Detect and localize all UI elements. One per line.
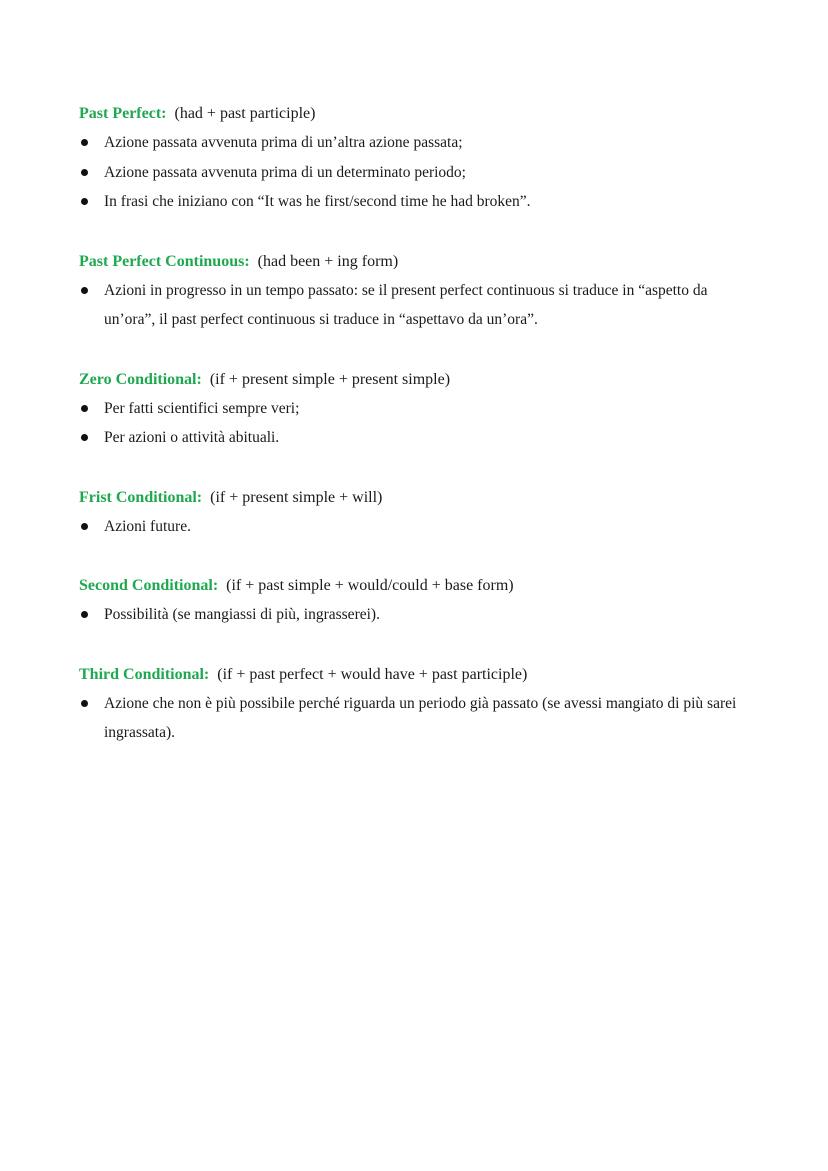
list-item xyxy=(79,276,759,335)
bullet-icon xyxy=(81,523,88,530)
section-heading xyxy=(79,365,759,394)
grammar-term: Zero Conditional: xyxy=(79,370,202,388)
section-heading xyxy=(79,571,759,600)
section-zero-conditional xyxy=(79,365,759,453)
list-item xyxy=(79,512,759,542)
section-heading xyxy=(79,483,759,512)
list-item xyxy=(79,600,759,630)
list-item-text: Azione che non è più possibile perché riguarda un periodo già passato (se avessi mangiato di più sarei ingrassata). xyxy=(104,694,737,741)
grammar-term: Past Perfect: xyxy=(79,105,167,122)
bullet-icon xyxy=(81,198,88,205)
bullet-list xyxy=(79,276,759,335)
list-item xyxy=(79,158,759,188)
list-item-text: Azione passata avvenuta prima di un determinato periodo; xyxy=(104,163,466,181)
document-page xyxy=(79,99,759,778)
bullet-icon xyxy=(81,405,88,412)
bullet-icon xyxy=(81,434,88,441)
section-first-conditional xyxy=(79,483,759,542)
section-past-perfect xyxy=(79,99,759,217)
list-item xyxy=(79,128,759,158)
grammar-formula: (had + past participle) xyxy=(174,105,316,122)
bullet-icon xyxy=(81,700,88,707)
list-item xyxy=(79,187,759,217)
bullet-icon xyxy=(81,611,88,618)
list-item-text: Azioni in progresso in un tempo passato: se il present perfect continuous si traduce in “aspetto da un’ora”, il past perfect continuous si traduce in “aspettavo da un’ora”. xyxy=(104,281,708,328)
grammar-term: Frist Conditional: xyxy=(79,488,203,506)
bullet-list xyxy=(79,689,759,748)
bullet-list xyxy=(79,394,759,453)
list-item-text: Per azioni o attività abituali. xyxy=(104,429,280,446)
section-heading xyxy=(79,660,759,689)
bullet-icon xyxy=(81,139,88,146)
list-item xyxy=(79,423,759,453)
grammar-formula: (if + past perfect + would have + past participle) xyxy=(217,665,528,683)
list-item-text: Per fatti scientifici sempre veri; xyxy=(104,399,300,417)
bullet-list xyxy=(79,128,759,217)
section-heading xyxy=(79,99,759,128)
section-third-conditional xyxy=(79,660,759,748)
list-item-text: In frasi che iniziano con “It was he first/second time he had broken”. xyxy=(104,193,531,210)
grammar-term: Past Perfect Continuous: xyxy=(79,252,250,270)
grammar-formula: (had been + ing form) xyxy=(257,252,399,270)
bullet-icon xyxy=(81,169,88,176)
list-item-text: Possibilità (se mangiassi di più, ingrasserei). xyxy=(104,606,380,623)
grammar-formula: (if + present simple + present simple) xyxy=(209,370,451,388)
list-item-text: Azione passata avvenuta prima di un’altra azione passata; xyxy=(104,134,463,151)
grammar-term: Second Conditional: xyxy=(79,577,219,594)
list-item xyxy=(79,689,759,748)
list-item-text: Azioni future. xyxy=(104,517,191,535)
list-item xyxy=(79,394,759,424)
bullet-icon xyxy=(81,287,88,294)
section-second-conditional xyxy=(79,571,759,630)
grammar-term: Third Conditional: xyxy=(79,665,210,683)
grammar-formula: (if + past simple + would/could + base form) xyxy=(226,577,514,594)
section-heading xyxy=(79,247,759,276)
bullet-list xyxy=(79,512,759,542)
section-past-perfect-continuous xyxy=(79,247,759,335)
grammar-formula: (if + present simple + will) xyxy=(210,488,383,506)
bullet-list xyxy=(79,600,759,630)
